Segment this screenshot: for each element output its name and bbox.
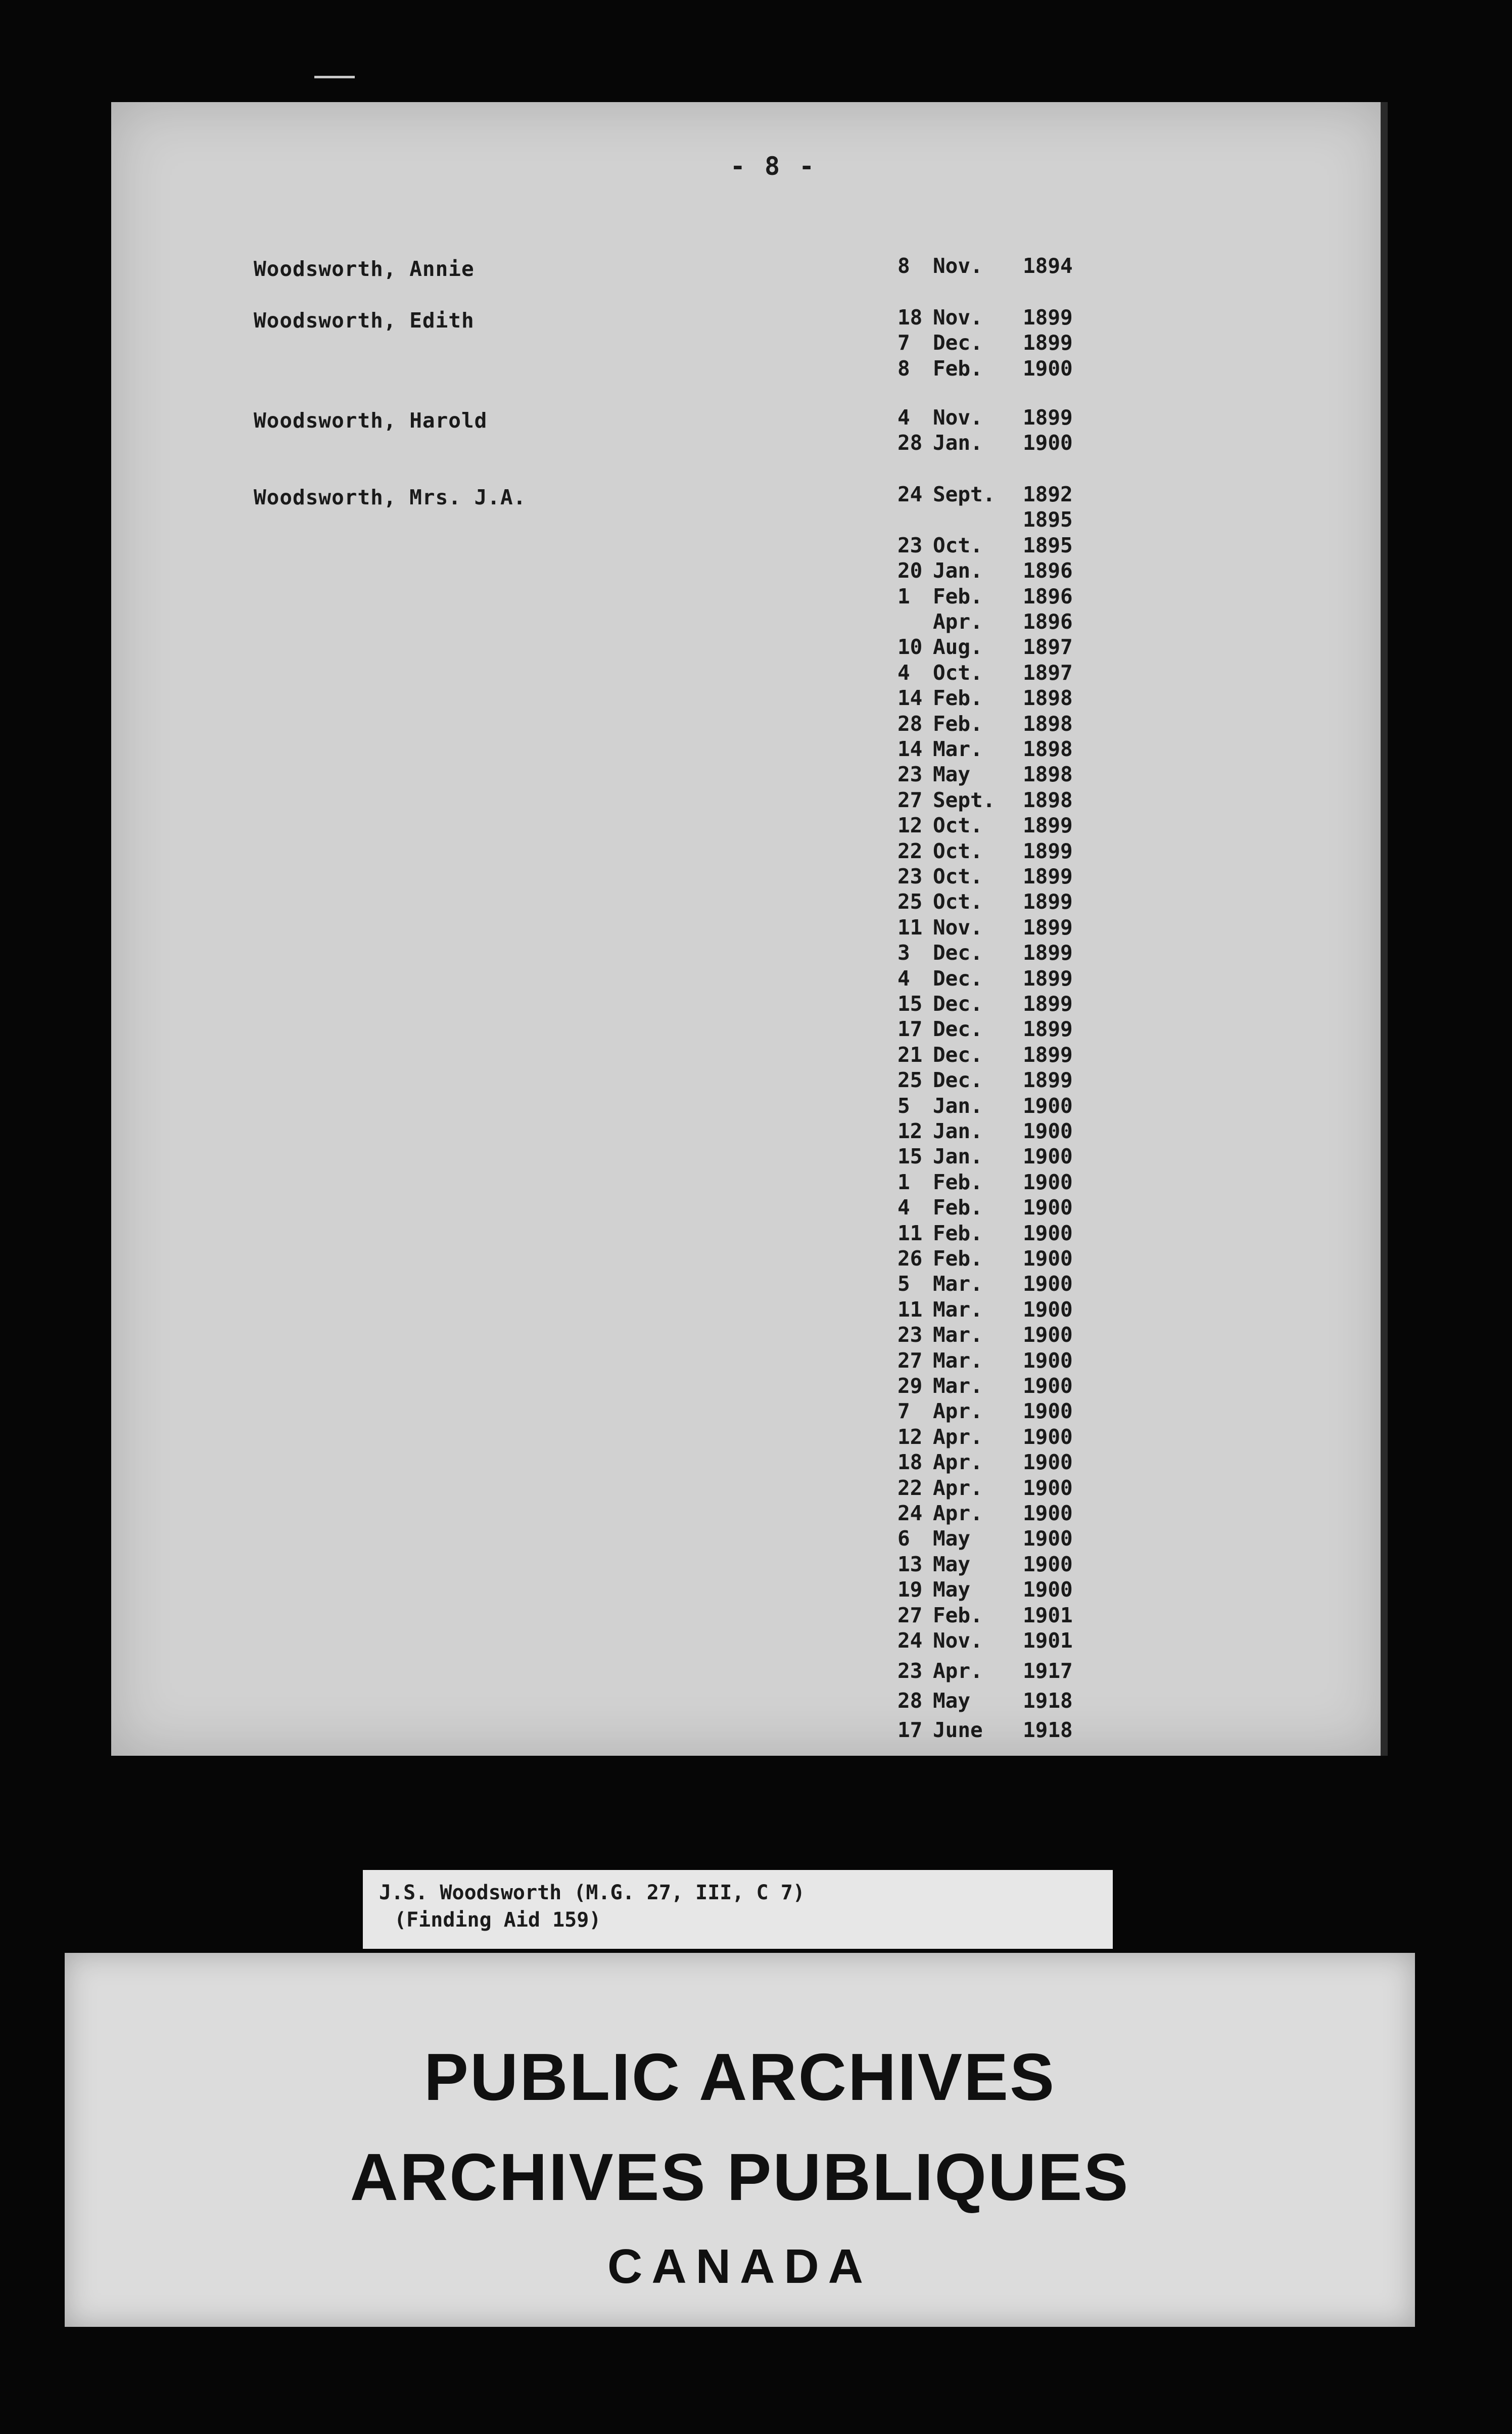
date-month: June [933, 1718, 983, 1743]
date-month: Dec. [933, 966, 983, 991]
date-row [897, 610, 1100, 635]
date-row [897, 1603, 1100, 1628]
date-year: 1895 [1023, 533, 1073, 557]
date-day: 25 [897, 890, 923, 914]
date-row [897, 661, 1100, 686]
date-year: 1899 [1023, 1017, 1073, 1042]
date-year: 1892 [1023, 482, 1073, 506]
date-day: 17 [897, 1017, 923, 1042]
date-row [897, 1221, 1100, 1246]
date-year: 1900 [1023, 1119, 1073, 1143]
date-row [897, 890, 1100, 915]
film-mark [314, 76, 355, 78]
date-month: Feb. [933, 686, 983, 711]
date-day: 23 [897, 864, 923, 888]
date-month: Oct. [933, 864, 983, 888]
date-row [897, 1144, 1100, 1169]
date-row [897, 1659, 1100, 1684]
date-year: 1899 [1023, 966, 1073, 991]
date-row [897, 915, 1100, 941]
date-day: 28 [897, 431, 923, 455]
date-row [897, 533, 1100, 558]
date-day: 11 [897, 1221, 923, 1245]
date-row [897, 941, 1100, 966]
page-edge [1381, 102, 1388, 1756]
date-month: Apr. [933, 610, 983, 634]
entry-name-harold: Woodsworth, Harold [254, 408, 488, 433]
date-month: Oct. [933, 533, 983, 557]
date-year: 1918 [1023, 1688, 1073, 1713]
date-row [897, 584, 1100, 610]
date-year: 1899 [1023, 813, 1073, 838]
date-row [897, 1450, 1100, 1475]
date-row [897, 1272, 1100, 1297]
date-year: 1899 [1023, 405, 1073, 430]
date-year: 1900 [1023, 1093, 1073, 1118]
date-row [897, 635, 1100, 660]
date-day: 23 [897, 1659, 923, 1683]
date-month: Mar. [933, 1348, 983, 1373]
date-row [897, 1501, 1100, 1526]
date-year: 1918 [1023, 1718, 1073, 1743]
date-day: 23 [897, 762, 923, 787]
date-month: Mar. [933, 1272, 983, 1296]
date-day: 19 [897, 1577, 923, 1602]
date-month: Jan. [933, 1119, 983, 1143]
date-day: 11 [897, 915, 923, 940]
date-year: 1900 [1023, 1374, 1073, 1398]
date-row [897, 1043, 1100, 1068]
date-row [897, 482, 1100, 507]
date-row [897, 1068, 1100, 1093]
date-row [897, 431, 1100, 456]
date-year: 1900 [1023, 1475, 1073, 1500]
date-year: 1900 [1023, 1195, 1073, 1220]
date-day: 12 [897, 1119, 923, 1143]
date-row [897, 507, 1100, 533]
date-year: 1899 [1023, 864, 1073, 888]
date-day: 29 [897, 1374, 923, 1398]
date-year: 1898 [1023, 737, 1073, 761]
date-month: Mar. [933, 737, 983, 761]
date-year: 1900 [1023, 1450, 1073, 1475]
date-row [897, 1094, 1100, 1119]
date-month: Mar. [933, 1374, 983, 1398]
date-month: Apr. [933, 1399, 983, 1424]
date-row [897, 788, 1100, 813]
date-year: 1900 [1023, 356, 1073, 381]
date-row [897, 712, 1100, 737]
date-day: 4 [897, 660, 910, 685]
date-day: 12 [897, 1424, 923, 1449]
date-month: Oct. [933, 838, 983, 863]
date-day: 27 [897, 1348, 923, 1373]
date-year: 1900 [1023, 1246, 1073, 1271]
date-row [897, 1017, 1100, 1042]
date-day: 7 [897, 1399, 910, 1424]
date-month: Aug. [933, 635, 983, 660]
page-number: - 8 - [730, 152, 817, 181]
date-year: 1900 [1023, 1552, 1073, 1576]
date-day: 1 [897, 584, 910, 608]
date-year: 1896 [1023, 558, 1073, 583]
date-month: May [933, 762, 971, 787]
date-row [897, 813, 1100, 838]
date-day: 23 [897, 1323, 923, 1347]
date-year: 1898 [1023, 787, 1073, 812]
date-month: Jan. [933, 1093, 983, 1118]
date-year: 1900 [1023, 1399, 1073, 1424]
date-month: Sept. [933, 482, 996, 506]
date-row [897, 558, 1100, 584]
date-row [897, 966, 1100, 992]
archives-banner [65, 1953, 1415, 2327]
date-row [897, 1399, 1100, 1424]
date-month: Dec. [933, 992, 983, 1016]
date-month: Feb. [933, 1603, 983, 1627]
date-month: Dec. [933, 331, 983, 355]
date-year: 1900 [1023, 1297, 1073, 1322]
date-row [897, 1628, 1100, 1654]
date-month: Dec. [933, 1042, 983, 1067]
finding-aid-reference: (Finding Aid 159) [394, 1908, 601, 1932]
date-day: 24 [897, 1628, 923, 1653]
date-year: 1896 [1023, 584, 1073, 608]
date-year: 1900 [1023, 1501, 1073, 1525]
date-row [897, 1526, 1100, 1552]
date-year: 1900 [1023, 1144, 1073, 1169]
date-day: 13 [897, 1552, 923, 1576]
date-month: Feb. [933, 1169, 983, 1194]
date-month: Dec. [933, 1068, 983, 1093]
date-day: 3 [897, 941, 910, 965]
date-year: 1900 [1023, 1272, 1073, 1296]
date-row [897, 839, 1100, 864]
date-day: 8 [897, 356, 910, 381]
date-month: Feb. [933, 1221, 983, 1245]
date-month: Nov. [933, 405, 983, 430]
date-row [897, 864, 1100, 890]
date-day: 4 [897, 1195, 910, 1220]
date-year: 1895 [1023, 507, 1073, 532]
date-year: 1899 [1023, 915, 1073, 940]
date-year: 1917 [1023, 1659, 1073, 1683]
date-day: 24 [897, 482, 923, 506]
date-year: 1899 [1023, 992, 1073, 1016]
date-year: 1898 [1023, 686, 1073, 711]
date-month: Oct. [933, 890, 983, 914]
collection-reference: J.S. Woodsworth (M.G. 27, III, C 7) [379, 1881, 805, 1904]
date-day: 18 [897, 305, 923, 330]
date-month: Jan. [933, 1144, 983, 1169]
date-year: 1898 [1023, 711, 1073, 736]
date-year: 1900 [1023, 431, 1073, 455]
date-year: 1897 [1023, 660, 1073, 685]
date-year: 1900 [1023, 1169, 1073, 1194]
date-row [897, 1374, 1100, 1399]
date-month: Apr. [933, 1424, 983, 1449]
date-day: 10 [897, 635, 923, 660]
date-row [897, 305, 1100, 331]
date-month: Dec. [933, 941, 983, 965]
date-day: 18 [897, 1450, 923, 1475]
date-year: 1899 [1023, 838, 1073, 863]
date-row [897, 1195, 1100, 1221]
date-month: Oct. [933, 660, 983, 685]
date-row [897, 1246, 1100, 1272]
date-day: 15 [897, 992, 923, 1016]
date-year: 1899 [1023, 1042, 1073, 1067]
date-year: 1900 [1023, 1577, 1073, 1602]
banner-french-title: ARCHIVES PUBLIQUES [350, 2140, 1130, 2214]
date-day: 6 [897, 1526, 910, 1551]
date-year: 1900 [1023, 1221, 1073, 1245]
date-row [897, 1323, 1100, 1348]
date-row [897, 686, 1100, 711]
date-day: 23 [897, 533, 923, 557]
date-month: Nov. [933, 305, 983, 330]
date-year: 1901 [1023, 1603, 1073, 1627]
date-row [897, 1297, 1100, 1323]
date-day: 25 [897, 1068, 923, 1093]
date-month: Mar. [933, 1323, 983, 1347]
date-day: 11 [897, 1297, 923, 1322]
date-row [897, 992, 1100, 1017]
date-day: 5 [897, 1272, 910, 1296]
date-month: Sept. [933, 787, 996, 812]
date-year: 1899 [1023, 941, 1073, 965]
date-day: 14 [897, 686, 923, 711]
date-row [897, 1425, 1100, 1450]
date-month: Feb. [933, 584, 983, 608]
date-year: 1898 [1023, 762, 1073, 787]
collection-label [363, 1870, 1113, 1949]
date-month: May [933, 1526, 971, 1551]
entry-name-mrs-ja: Woodsworth, Mrs. J.A. [254, 485, 527, 509]
date-year: 1900 [1023, 1323, 1073, 1347]
date-day: 17 [897, 1718, 923, 1743]
date-year: 1900 [1023, 1348, 1073, 1373]
date-month: Feb. [933, 1246, 983, 1271]
date-day: 24 [897, 1501, 923, 1525]
date-row [897, 762, 1100, 787]
date-day: 8 [897, 254, 910, 278]
date-year: 1897 [1023, 635, 1073, 660]
date-year: 1901 [1023, 1628, 1073, 1653]
date-row [897, 737, 1100, 762]
date-row [897, 1689, 1100, 1714]
date-day: 15 [897, 1144, 923, 1169]
date-row [897, 356, 1100, 382]
date-row [897, 1476, 1100, 1501]
date-year: 1900 [1023, 1526, 1073, 1551]
date-row [897, 1348, 1100, 1374]
entry-name-edith: Woodsworth, Edith [254, 308, 475, 333]
date-day: 4 [897, 405, 910, 430]
date-month: Feb. [933, 356, 983, 381]
date-day: 14 [897, 737, 923, 761]
date-month: Nov. [933, 915, 983, 940]
date-year: 1900 [1023, 1424, 1073, 1449]
date-year: 1899 [1023, 1068, 1073, 1093]
date-day: 21 [897, 1042, 923, 1067]
date-month: May [933, 1577, 971, 1602]
date-month: Apr. [933, 1475, 983, 1500]
date-year: 1896 [1023, 610, 1073, 634]
date-row [897, 331, 1100, 356]
date-month: Apr. [933, 1450, 983, 1475]
date-day: 12 [897, 813, 923, 838]
date-year: 1899 [1023, 331, 1073, 355]
date-month: Apr. [933, 1659, 983, 1683]
date-row [897, 254, 1100, 279]
date-row [897, 1718, 1100, 1743]
date-month: Feb. [933, 711, 983, 736]
date-month: Jan. [933, 558, 983, 583]
date-day: 28 [897, 711, 923, 736]
date-day: 4 [897, 966, 910, 991]
date-month: Oct. [933, 813, 983, 838]
date-day: 20 [897, 558, 923, 583]
date-day: 22 [897, 838, 923, 863]
date-row [897, 1119, 1100, 1144]
date-day: 1 [897, 1169, 910, 1194]
entry-name-annie: Woodsworth, Annie [254, 257, 475, 281]
date-day: 27 [897, 1603, 923, 1627]
date-month: Nov. [933, 1628, 983, 1653]
date-month: Jan. [933, 431, 983, 455]
date-day: 27 [897, 787, 923, 812]
date-day: 26 [897, 1246, 923, 1271]
date-month: Dec. [933, 1017, 983, 1042]
date-day: 5 [897, 1093, 910, 1118]
date-row [897, 405, 1100, 431]
date-row [897, 1552, 1100, 1577]
date-month: Apr. [933, 1501, 983, 1525]
date-month: Mar. [933, 1297, 983, 1322]
date-month: May [933, 1552, 971, 1576]
date-day: 28 [897, 1688, 923, 1713]
date-year: 1894 [1023, 254, 1073, 278]
date-day: 7 [897, 331, 910, 355]
date-month: Nov. [933, 254, 983, 278]
date-year: 1899 [1023, 305, 1073, 330]
date-row [897, 1577, 1100, 1603]
date-day: 22 [897, 1475, 923, 1500]
date-month: Feb. [933, 1195, 983, 1220]
banner-country: CANADA [607, 2239, 872, 2293]
date-month: May [933, 1688, 971, 1713]
banner-english-title: PUBLIC ARCHIVES [423, 2040, 1056, 2114]
date-year: 1899 [1023, 890, 1073, 914]
document-page [111, 102, 1388, 1756]
date-row [897, 1170, 1100, 1195]
